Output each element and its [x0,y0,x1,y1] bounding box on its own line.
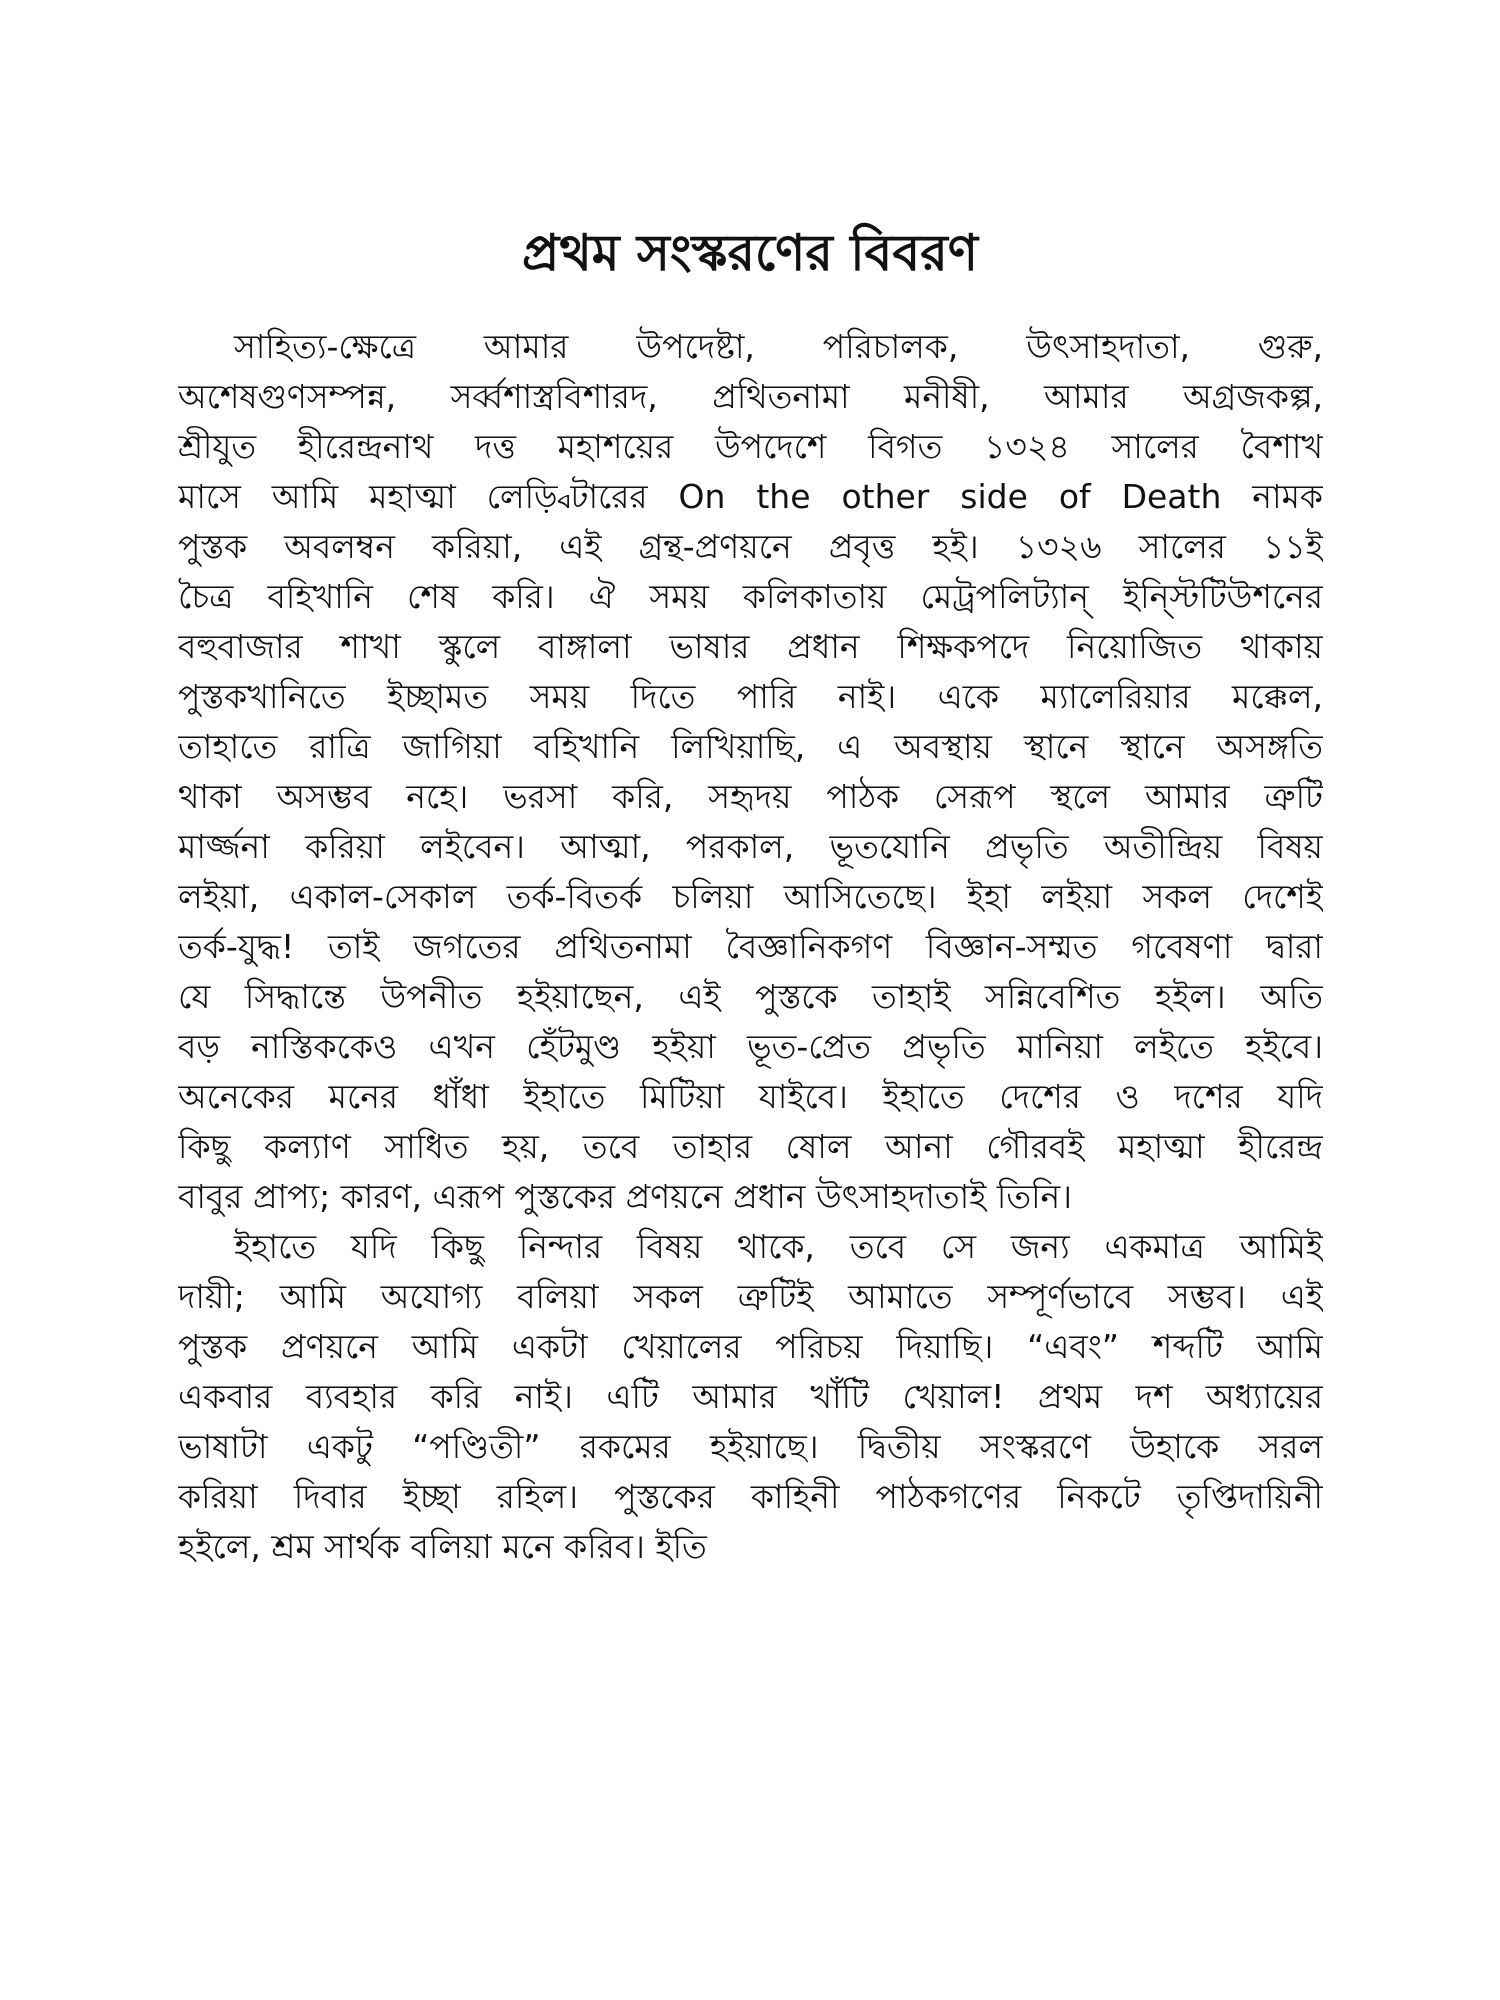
text-line: তর্ক-যুদ্ধ! তাই জগতের প্রথিতনামা বৈজ্ঞানিকগণ বিজ্ঞান-সম্মত গবেষণা দ্বারা [178,927,1323,966]
text-line: পুস্তক প্রণয়নে আমি একটা খেয়ালের পরিচয় দিয়াছি। “এবং” শব্দটি আমি [178,1327,1323,1366]
text-line: অনেকের মনের ধাঁধা ইহাতে মিটিয়া যাইবে। ইহাতে দেশের ও দশের যদি [178,1077,1323,1116]
text-line: করিয়া দিবার ইচ্ছা রহিল। পুস্তকের কাহিনী পাঠকগণের নিকটে তৃপ্তিদায়িনী [178,1477,1323,1516]
paragraph [178,1222,1323,1572]
text-line: ভাষাটা একটু “পণ্ডিতী” রকমের হইয়াছে। দ্বিতীয় সংস্করণে উহাকে সরল [178,1427,1323,1466]
text-line: যে সিদ্ধান্তে উপনীত হইয়াছেন, এই পুস্তকে তাহাই সন্নিবেশিত হইল। অতি [178,977,1323,1016]
document-body [178,322,1323,1572]
text-line: পুস্তকখানিতে ইচ্ছামত সময় দিতে পারি নাই। একে ম্যালেরিয়ার মক্কেল, [178,677,1323,716]
text-line: মাসে আমি মহাত্মা লেড়্বিটারের On the other side of Death নামক [178,477,1323,516]
page-title: প্রথম সংস্করণের বিবরণ [522,224,978,282]
text-line: সাহিত্য-ক্ষেত্রে আমার উপদেষ্টা, পরিচালক, উৎসাহদাতা, গুরু, [234,327,1323,366]
text-line: বাবুর প্রাপ্য; কারণ, এরূপ পুস্তকের প্রণয়নে প্রধান উৎসাহদাতাই তিনি। [178,1177,1073,1216]
text-line: থাকা অসম্ভব নহে। ভরসা করি, সহৃদয় পাঠক সেরূপ স্থলে আমার ত্রুটি [178,777,1323,816]
text-line: ইহাতে যদি কিছু নিন্দার বিষয় থাকে, তবে সে জন্য একমাত্র আমিই [234,1227,1323,1266]
text-line: পুস্তক অবলম্বন করিয়া, এই গ্রন্থ-প্রণয়নে প্রবৃত্ত হই। ১৩২৬ সালের ১১ই [178,527,1323,566]
text-line: একবার ব্যবহার করি নাই। এটি আমার খাঁটি খেয়াল! প্রথম দশ অধ্যায়ের [178,1377,1323,1416]
text-line: কিছু কল্যাণ সাধিত হয়, তবে তাহার ষোল আনা গৌরবই মহাত্মা হীরেন্দ্র [178,1127,1323,1166]
paragraph [178,322,1323,1222]
text-line: লইয়া, একাল-সেকাল তর্ক-বিতর্ক চলিয়া আসিতেছে। ইহা লইয়া সকল দেশেই [178,877,1323,916]
text-line: বড় নাস্তিককেও এখন হেঁটমুণ্ড হইয়া ভূত-প্রেত প্রভৃতি মানিয়া লইতে হইবে। [178,1027,1323,1066]
text-line: দায়ী; আমি অযোগ্য বলিয়া সকল ত্রুটিই আমাতে সম্পূর্ণভাবে সম্ভব। এই [178,1277,1323,1316]
text-line: অশেষগুণসম্পন্ন, সর্ব্বশাস্ত্রবিশারদ, প্রথিতনামা মনীষী, আমার অগ্রজকল্প, [178,377,1323,416]
text-line: শ্রীযুত হীরেন্দ্রনাথ দত্ত মহাশয়ের উপদেশে বিগত ১৩২৪ সালের বৈশাখ [178,427,1323,466]
text-line: বহুবাজার শাখা স্কুলে বাঙ্গালা ভাষার প্রধান শিক্ষকপদে নিয়োজিত থাকায় [178,627,1323,666]
text-line: চৈত্র বহিখানি শেষ করি। ঐ সময় কলিকাতায় মেট্রপলিট্যান্ ইন্স্টিটিউশনের [178,577,1323,616]
text-line: মার্জ্জনা করিয়া লইবেন। আত্মা, পরকাল, ভূতযোনি প্রভৃতি অতীন্দ্রিয় বিষয় [178,827,1323,866]
text-line: হইলে, শ্রম সার্থক বলিয়া মনে করিব। ইতি [178,1527,707,1566]
text-line: তাহাতে রাত্রি জাগিয়া বহিখানি লিখিয়াছি, এ অবস্থায় স্থানে স্থানে অসঙ্গতি [178,727,1323,766]
